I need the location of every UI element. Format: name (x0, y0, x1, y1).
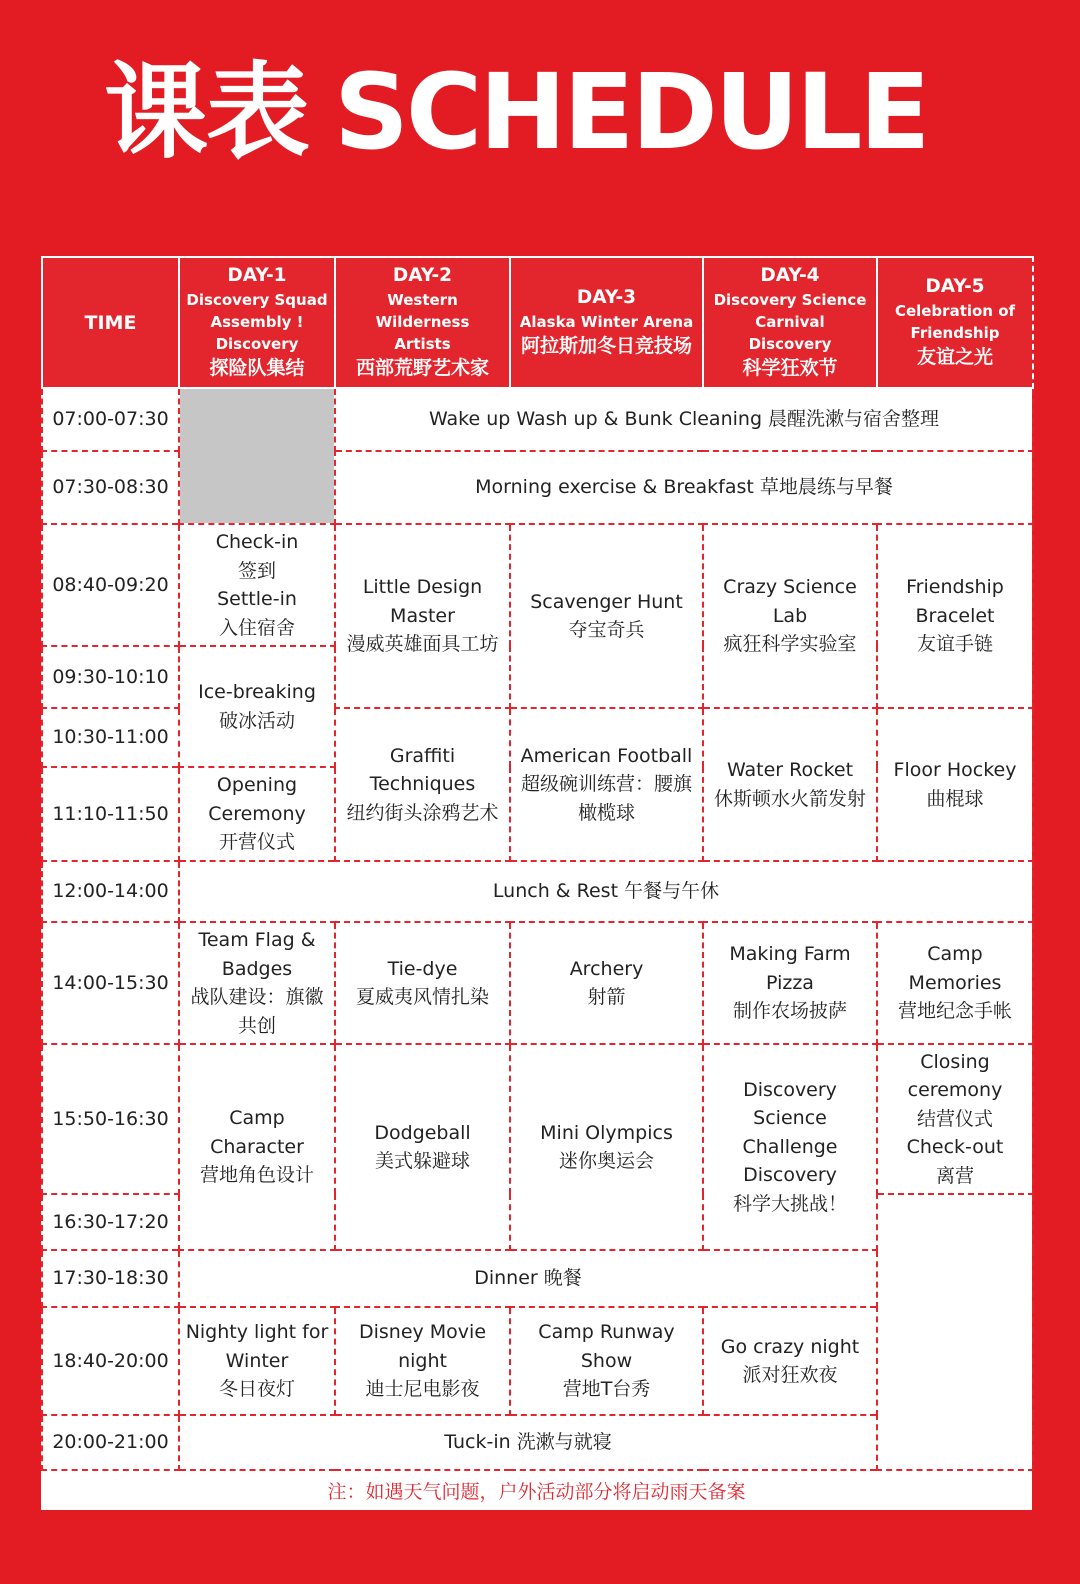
day-2-night-cell: Disney Movie night 迪士尼电影夜 (335, 1307, 510, 1415)
day-5-morning-2-cell: Floor Hockey 曲棍球 (877, 708, 1033, 861)
day-4-afternoon-1-cell: Making Farm Pizza 制作农场披萨 (703, 922, 877, 1044)
day-3-afternoon-1-cell: Archery 射箭 (510, 922, 703, 1044)
day-4-morning-1-cell: Crazy Science Lab 疯狂科学实验室 (703, 524, 877, 708)
schedule-table (41, 256, 1034, 1471)
tuckin-cell: Tuck-in 洗漱与就寝 (179, 1415, 877, 1470)
table-row (42, 1044, 1033, 1194)
title-cn: 课表 (104, 51, 309, 173)
header-row (42, 257, 1033, 388)
schedule-sheet (41, 256, 1032, 1510)
time-cell: 16:30-17:20 (42, 1194, 179, 1250)
day-2-header: DAY-2 Western Wilderness Artists 西部荒野艺术家 (335, 257, 510, 388)
day-1-blank-cell (179, 388, 335, 524)
time-cell: 10:30-11:00 (42, 708, 179, 767)
day-4-morning-2-cell: Water Rocket 休斯顿水火箭发射 (703, 708, 877, 861)
morning-cell: Morning exercise & Breakfast 草地晨练与早餐 (335, 451, 1033, 524)
time-cell: 12:00-14:00 (42, 861, 179, 922)
time-cell: 07:00-07:30 (42, 388, 179, 451)
weather-note: 注：如遇天气问题，户外活动部分将启动雨天备案 (327, 1481, 746, 1503)
day-3-morning-2-cell: American Football 超级碗训练营：腰旗 橄榄球 (510, 708, 703, 861)
time-cell: 18:40-20:00 (42, 1307, 179, 1415)
day-3-morning-1-cell: Scavenger Hunt 夺宝奇兵 (510, 524, 703, 708)
day-5-empty-cell (877, 1194, 1033, 1470)
time-cell: 20:00-21:00 (42, 1415, 179, 1470)
day-1-header: DAY-1 Discovery Squad Assembly ! Discovery 探险队集结 (179, 257, 335, 388)
time-cell: 15:50-16:30 (42, 1044, 179, 1194)
title-en: SCHEDULE (334, 51, 928, 173)
wake-up-cell: Wake up Wash up & Bunk Cleaning 晨醒洗漱与宿舍整理 (335, 388, 1033, 451)
day-5-afternoon-1-cell: Camp Memories 营地纪念手帐 (877, 922, 1033, 1044)
day-4-header: DAY-4 Discovery Science Carnival Discovery 科学狂欢节 (703, 257, 877, 388)
day-1-afternoon-2-cell: Camp Character 营地角色设计 (179, 1044, 335, 1250)
time-header: TIME (42, 257, 179, 388)
time-cell: 09:30-10:10 (42, 646, 179, 708)
time-cell: 11:10-11:50 (42, 767, 179, 861)
lunch-cell: Lunch & Rest 午餐与午休 (179, 861, 1033, 922)
time-cell: 17:30-18:30 (42, 1250, 179, 1307)
day-5-header: DAY-5 Celebration of Friendship 友谊之光 (877, 257, 1033, 388)
day-2-morning-1-cell: Little Design Master 漫威英雄面具工坊 (335, 524, 510, 708)
table-row (42, 524, 1033, 646)
day-4-afternoon-2-cell: Discovery Science Challenge Discovery 科学大挑战！ (703, 1044, 877, 1250)
time-cell: 07:30-08:30 (42, 451, 179, 524)
time-cell: 14:00-15:30 (42, 922, 179, 1044)
page-title (104, 52, 927, 172)
day-3-afternoon-2-cell: Mini Olympics 迷你奥运会 (510, 1044, 703, 1250)
day-1-night-cell: Nighty light for Winter 冬日夜灯 (179, 1307, 335, 1415)
time-cell: 08:40-09:20 (42, 524, 179, 646)
day-3-header: DAY-3 Alaska Winter Arena 阿拉斯加冬日竞技场 (510, 257, 703, 388)
day-1-opening-cell: Opening Ceremony 开营仪式 (179, 767, 335, 861)
table-row (42, 388, 1033, 451)
day-5-morning-1-cell: Friendship Bracelet 友谊手链 (877, 524, 1033, 708)
table-row (42, 922, 1033, 1044)
day-1-icebreak-cell: Ice-breaking 破冰活动 (179, 646, 335, 767)
day-2-afternoon-2-cell: Dodgeball 美式躲避球 (335, 1044, 510, 1250)
day-2-afternoon-1-cell: Tie-dye 夏威夷风情扎染 (335, 922, 510, 1044)
day-1-checkin-cell: Check-in 签到 Settle-in 入住宿舍 (179, 524, 335, 646)
day-3-night-cell: Camp Runway Show 营地T台秀 (510, 1307, 703, 1415)
day-1-afternoon-1-cell: Team Flag & Badges 战队建设：旗徽 共创 (179, 922, 335, 1044)
dinner-cell: Dinner 晚餐 (179, 1250, 877, 1307)
day-5-closing-cell: Closing ceremony 结营仪式 Check-out 离营 (877, 1044, 1033, 1194)
table-row (42, 861, 1033, 922)
day-4-night-cell: Go crazy night 派对狂欢夜 (703, 1307, 877, 1415)
day-2-morning-2-cell: Graffiti Techniques 纽约街头涂鸦艺术 (335, 708, 510, 861)
